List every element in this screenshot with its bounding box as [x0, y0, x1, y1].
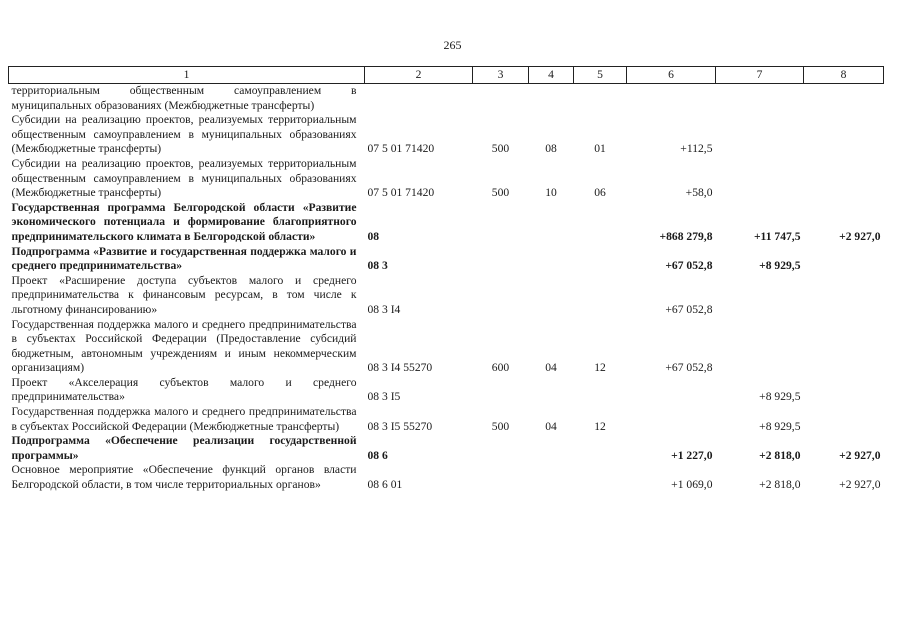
header-col-6: 6: [627, 67, 716, 84]
row-subsection: [574, 434, 627, 463]
row-description: Проект «Акселерация субъектов малого и среднего предпринимательства»: [11, 375, 357, 404]
table-row: [9, 113, 884, 157]
row-expense-type: 500: [491, 186, 510, 200]
row-subsection: [574, 274, 627, 318]
row-description: Субсидии на реализацию проектов, реализуемых территориальным общественным самоуправлением в муниципальных образованиях (Межбюджетные трансферты): [11, 156, 357, 200]
table-row: [9, 245, 884, 274]
row-subsection: [574, 201, 627, 245]
budget-table: [8, 66, 884, 493]
row-section: [529, 376, 574, 405]
row-amount-col6: [627, 376, 716, 405]
row-section: [529, 245, 574, 274]
row-description: Основное мероприятие «Обеспечение функций органов власти Белгородской области, в том числе территориальных органов»: [11, 463, 357, 492]
row-amount-col8: +2 927,0: [839, 478, 881, 492]
row-expense-type: 500: [491, 142, 510, 156]
table-row: [9, 463, 884, 492]
header-col-2: 2: [365, 67, 473, 84]
row-amount-col6: +1 227,0: [671, 448, 713, 462]
row-subsection: [574, 376, 627, 405]
row-amount-col6: +67 052,8: [665, 361, 713, 375]
row-subsection: [574, 84, 627, 114]
row-section: 04: [545, 419, 557, 433]
table-row: [9, 434, 884, 463]
row-subsection: 12: [594, 419, 606, 433]
row-expense-type: [473, 245, 529, 274]
row-section: [529, 201, 574, 245]
page-number: 265: [443, 38, 462, 52]
row-amount-col7: [716, 84, 804, 114]
table-row: [9, 376, 884, 405]
row-description: Государственная программа Белгородской области «Развитие экономического потенциала и формирование благоприятного предпринимательского климата в Белгородской области»: [11, 200, 357, 243]
row-amount-col8: +2 927,0: [839, 448, 881, 462]
row-amount-col6: +58,0: [685, 186, 713, 200]
header-col-5: 5: [574, 67, 627, 84]
row-code: 08 3 I4: [367, 302, 401, 316]
row-amount-col8: [804, 318, 884, 376]
row-code: 08 6 01: [367, 478, 403, 492]
row-code: 08: [367, 229, 380, 243]
row-amount-col8: +2 927,0: [839, 229, 881, 243]
row-code: [365, 84, 473, 114]
row-description: территориальным общественным самоуправлением в муниципальных образованиях (Межбюджетные трансферты): [11, 84, 357, 112]
row-subsection: [574, 245, 627, 274]
row-description: Государственная поддержка малого и среднего предпринимательства в субъектах Российской Федерации (Межбюджетные трансферты): [11, 405, 357, 433]
table-row: [9, 201, 884, 245]
row-section: 10: [545, 186, 557, 200]
row-code: 08 3 I5: [367, 390, 401, 404]
row-section: [529, 274, 574, 318]
row-amount-col6: [627, 84, 716, 114]
header-col-7: 7: [716, 67, 804, 84]
row-amount-col6: +67 052,8: [665, 302, 713, 316]
row-amount-col7: +8 929,5: [759, 259, 801, 273]
header-col-1: 1: [9, 67, 365, 84]
row-amount-col7: +2 818,0: [759, 448, 801, 462]
row-expense-type: [473, 201, 529, 245]
row-amount-col7: [716, 113, 804, 157]
row-expense-type: 600: [491, 361, 510, 375]
row-amount-col7: [716, 157, 804, 201]
row-expense-type: 500: [491, 419, 510, 433]
table-row: [9, 84, 884, 114]
row-code: 08 3 I4 55270: [367, 361, 433, 375]
row-amount-col6: +67 052,8: [665, 259, 713, 273]
row-amount-col8: [804, 113, 884, 157]
row-subsection: 12: [594, 361, 606, 375]
row-code: 08 3: [367, 259, 388, 273]
row-expense-type: [473, 463, 529, 492]
row-expense-type: [473, 376, 529, 405]
header-col-8: 8: [804, 67, 884, 84]
row-amount-col6: +112,5: [680, 142, 713, 156]
row-amount-col8: [804, 245, 884, 274]
row-description: Государственная поддержка малого и среднего предпринимательства в субъектах Российской Федерации (Предоставление субсидий бюджетным, автономным учреждениям и иным некоммерческим организациям): [11, 317, 357, 375]
row-amount-col8: [804, 84, 884, 114]
row-amount-col8: [804, 157, 884, 201]
row-amount-col7: +8 929,5: [759, 390, 801, 404]
row-amount-col7: [716, 274, 804, 318]
row-description: Подпрограмма «Развитие и государственная поддержка малого и среднего предпринимательства»: [11, 244, 357, 273]
row-expense-type: [473, 434, 529, 463]
row-code: 07 5 01 71420: [367, 142, 435, 156]
row-section: 04: [545, 361, 557, 375]
row-amount-col8: [804, 405, 884, 434]
table-row: [9, 318, 884, 376]
row-code: 08 6: [367, 448, 388, 462]
row-amount-col6: [627, 405, 716, 434]
row-section: [529, 84, 574, 114]
row-description: Проект «Расширение доступа субъектов малого и среднего предпринимательства к финансовым ресурсам, в том числе к льготному финансированию»: [11, 273, 357, 316]
row-amount-col6: +1 069,0: [671, 478, 713, 492]
row-code: 07 5 01 71420: [367, 186, 435, 200]
header-col-4: 4: [529, 67, 574, 84]
row-amount-col7: +11 747,5: [753, 229, 801, 243]
row-amount-col7: +2 818,0: [759, 478, 801, 492]
row-description: Подпрограмма «Обеспечение реализации государственной программы»: [11, 434, 357, 462]
row-code: 08 3 I5 55270: [367, 419, 433, 433]
row-subsection: 01: [594, 142, 606, 156]
row-section: [529, 434, 574, 463]
row-description: Субсидии на реализацию проектов, реализуемых территориальным общественным самоуправлением в муниципальных образованиях (Межбюджетные трансферты): [11, 113, 357, 156]
row-section: [529, 463, 574, 492]
row-amount-col8: [804, 274, 884, 318]
row-section: 08: [545, 142, 557, 156]
row-expense-type: [473, 274, 529, 318]
header-col-3: 3: [473, 67, 529, 84]
row-amount-col8: [804, 376, 884, 405]
table-header-row: [9, 67, 884, 84]
row-amount-col7: +8 929,5: [759, 419, 801, 433]
table-row: [9, 405, 884, 434]
row-expense-type: [473, 84, 529, 114]
row-amount-col6: +868 279,8: [659, 229, 713, 243]
table-row: [9, 157, 884, 201]
row-subsection: [574, 463, 627, 492]
row-amount-col7: [716, 318, 804, 376]
row-subsection: 06: [594, 186, 606, 200]
table-row: [9, 274, 884, 318]
